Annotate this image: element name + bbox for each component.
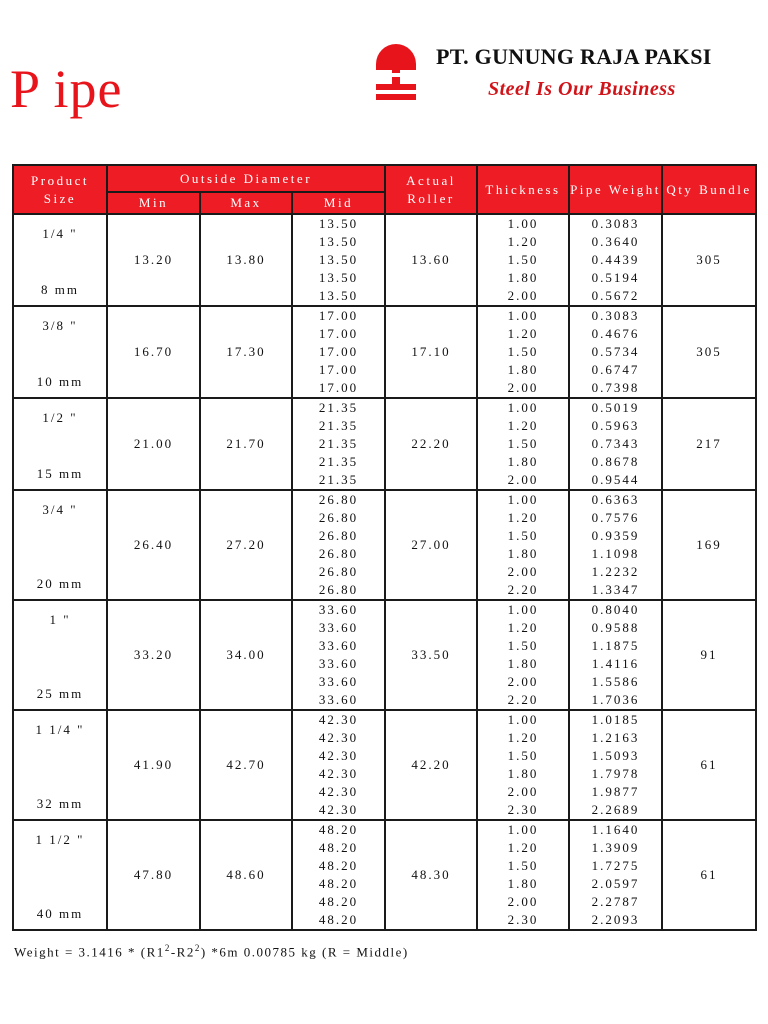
mid-cell-value: 33.60	[318, 692, 359, 707]
qty-bundle-cell: 61	[662, 820, 756, 930]
thickness-cell-value: 2.00	[507, 380, 539, 395]
thickness-cell-value: 1.50	[507, 344, 539, 359]
thickness-cell-value: 2.20	[507, 692, 539, 707]
thickness-cell-value: 1.20	[507, 840, 539, 855]
thickness-cell-value: 1.80	[507, 656, 539, 671]
pipe-weight-cell-value: 0.6363	[591, 492, 640, 507]
thickness-cell-value: 1.80	[507, 454, 539, 469]
max-cell: 13.80	[200, 214, 292, 306]
pipe-weight-cell-value: 1.2163	[591, 730, 640, 745]
pipe-weight-cell-value: 1.7036	[591, 692, 640, 707]
min-cell: 41.90	[107, 710, 200, 820]
mid-cell-value: 26.80	[318, 528, 359, 543]
size-inch: 3/4 "	[42, 502, 78, 517]
mid-cell-value: 48.20	[318, 876, 359, 891]
thickness-cell	[477, 398, 569, 490]
qty-bundle-cell: 305	[662, 306, 756, 398]
mid-cell-value: 21.35	[318, 400, 359, 415]
mid-cell-value: 48.20	[318, 858, 359, 873]
pipe-weight-cell-value: 1.7978	[591, 766, 640, 781]
pipe-weight-cell-value: 0.7576	[591, 510, 640, 525]
table-row	[13, 306, 756, 398]
mid-cell-value: 26.80	[318, 564, 359, 579]
qty-bundle-cell: 305	[662, 214, 756, 306]
pipe-weight-cell-value: 0.4439	[591, 252, 640, 267]
thickness-cell-value: 1.00	[507, 308, 539, 323]
mid-cell	[292, 600, 385, 710]
table-row	[13, 490, 756, 600]
mid-cell-value: 17.00	[318, 362, 359, 377]
mid-cell-value: 33.60	[318, 638, 359, 653]
pipe-spec-table	[12, 164, 757, 931]
size-mm: 8 mm	[41, 282, 79, 297]
mid-cell-value: 13.50	[318, 288, 359, 303]
table-row	[13, 214, 756, 306]
thickness-cell-value: 2.30	[507, 912, 539, 927]
actual-roller-cell: 33.50	[385, 600, 477, 710]
pipe-weight-cell-value: 0.5019	[591, 400, 640, 415]
mid-cell-value: 13.50	[318, 216, 359, 231]
header-thickness: Thickness	[477, 165, 569, 214]
product-size-cell	[13, 490, 107, 600]
pipe-weight-cell-value: 1.7275	[591, 858, 640, 873]
thickness-cell-value: 1.50	[507, 748, 539, 763]
thickness-cell-value: 1.80	[507, 766, 539, 781]
pipe-weight-cell-value: 0.3083	[591, 308, 640, 323]
mid-cell-value: 21.35	[318, 472, 359, 487]
thickness-cell-value: 2.30	[507, 802, 539, 817]
pipe-weight-cell-value: 2.0597	[591, 876, 640, 891]
pipe-weight-cell-value: 2.2689	[591, 802, 640, 817]
pipe-weight-cell-value: 0.9359	[591, 528, 640, 543]
qty-bundle-cell: 61	[662, 710, 756, 820]
thickness-cell-value: 1.00	[507, 602, 539, 617]
thickness-cell-value: 2.00	[507, 784, 539, 799]
actual-roller-cell: 48.30	[385, 820, 477, 930]
mid-cell-value: 33.60	[318, 602, 359, 617]
thickness-cell-value: 1.00	[507, 216, 539, 231]
pipe-weight-cell-value: 0.5963	[591, 418, 640, 433]
thickness-cell-value: 1.00	[507, 492, 539, 507]
max-cell: 48.60	[200, 820, 292, 930]
mid-cell	[292, 820, 385, 930]
mid-cell-value: 42.30	[318, 730, 359, 745]
thickness-cell-value: 1.50	[507, 858, 539, 873]
mid-cell	[292, 710, 385, 820]
pipe-weight-cell-value: 1.2232	[591, 564, 640, 579]
header-outside-diameter: Outside Diameter	[107, 165, 385, 192]
thickness-cell-value: 2.00	[507, 472, 539, 487]
thickness-cell-value: 1.20	[507, 234, 539, 249]
pipe-weight-cell	[569, 490, 662, 600]
thickness-cell-value: 2.00	[507, 288, 539, 303]
mid-cell	[292, 490, 385, 600]
max-cell: 27.20	[200, 490, 292, 600]
mid-cell-value: 42.30	[318, 766, 359, 781]
mid-cell-value: 21.35	[318, 454, 359, 469]
min-cell: 33.20	[107, 600, 200, 710]
pipe-weight-cell-value: 0.5734	[591, 344, 640, 359]
thickness-cell-value: 1.00	[507, 822, 539, 837]
mid-cell-value: 17.00	[318, 380, 359, 395]
actual-roller-cell: 42.20	[385, 710, 477, 820]
size-mm: 40 mm	[36, 906, 84, 921]
qty-bundle-cell: 91	[662, 600, 756, 710]
thickness-cell	[477, 306, 569, 398]
mid-cell-value: 48.20	[318, 840, 359, 855]
thickness-cell-value: 2.00	[507, 674, 539, 689]
actual-roller-cell: 17.10	[385, 306, 477, 398]
mid-cell-value: 13.50	[318, 270, 359, 285]
pipe-weight-cell-value: 0.5194	[591, 270, 640, 285]
pipe-weight-cell	[569, 398, 662, 490]
thickness-cell-value: 1.20	[507, 620, 539, 635]
pipe-weight-cell-value: 1.5093	[591, 748, 640, 763]
pipe-weight-cell-value: 1.9877	[591, 784, 640, 799]
header-mid: Mid	[292, 192, 385, 214]
pipe-weight-cell-value: 0.3083	[591, 216, 640, 231]
mid-cell-value: 48.20	[318, 894, 359, 909]
mid-cell	[292, 214, 385, 306]
mid-cell-value: 17.00	[318, 308, 359, 323]
pipe-weight-cell-value: 1.0185	[591, 712, 640, 727]
min-cell: 26.40	[107, 490, 200, 600]
pipe-weight-cell-value: 0.6747	[591, 362, 640, 377]
table-row	[13, 820, 756, 930]
size-mm: 32 mm	[36, 796, 84, 811]
thickness-cell-value: 1.50	[507, 528, 539, 543]
header-product-size: Product Size	[13, 165, 107, 214]
size-mm: 20 mm	[36, 576, 84, 591]
max-cell: 34.00	[200, 600, 292, 710]
mid-cell-value: 17.00	[318, 344, 359, 359]
size-inch: 1 1/2 "	[35, 832, 85, 847]
size-mm: 10 mm	[36, 374, 84, 389]
pipe-weight-cell-value: 0.8678	[591, 454, 640, 469]
pipe-weight-cell	[569, 820, 662, 930]
mid-cell-value: 33.60	[318, 620, 359, 635]
thickness-cell	[477, 600, 569, 710]
size-mm: 25 mm	[36, 686, 84, 701]
min-cell: 21.00	[107, 398, 200, 490]
pipe-weight-cell	[569, 214, 662, 306]
thickness-cell-value: 1.80	[507, 876, 539, 891]
pipe-weight-cell-value: 0.4676	[591, 326, 640, 341]
table-row	[13, 600, 756, 710]
mid-cell-value: 21.35	[318, 436, 359, 451]
thickness-cell	[477, 214, 569, 306]
header-qty-bundle: Qty Bundle	[662, 165, 756, 214]
max-cell: 17.30	[200, 306, 292, 398]
thickness-cell-value: 1.50	[507, 436, 539, 451]
pipe-weight-cell-value: 2.2093	[591, 912, 640, 927]
mid-cell-value: 26.80	[318, 546, 359, 561]
mid-cell-value: 26.80	[318, 492, 359, 507]
pipe-weight-cell-value: 0.9588	[591, 620, 640, 635]
mid-cell-value: 21.35	[318, 418, 359, 433]
thickness-cell-value: 2.00	[507, 894, 539, 909]
mid-cell-value: 13.50	[318, 252, 359, 267]
max-cell: 42.70	[200, 710, 292, 820]
mid-cell	[292, 398, 385, 490]
table-row	[13, 398, 756, 490]
grp-logo-icon	[373, 40, 419, 106]
size-inch: 3/8 "	[42, 318, 78, 333]
pipe-weight-cell-value: 1.1875	[591, 638, 640, 653]
thickness-cell-value: 1.80	[507, 270, 539, 285]
product-size-cell	[13, 306, 107, 398]
thickness-cell-value: 1.80	[507, 546, 539, 561]
header-actual-roller: Actual Roller	[385, 165, 477, 214]
thickness-cell-value: 1.00	[507, 712, 539, 727]
product-size-cell	[13, 214, 107, 306]
thickness-cell	[477, 710, 569, 820]
page-title: P ipe	[10, 59, 123, 119]
thickness-cell-value: 1.20	[507, 510, 539, 525]
mid-cell-value: 33.60	[318, 656, 359, 671]
mid-cell-value: 42.30	[318, 784, 359, 799]
actual-roller-cell: 27.00	[385, 490, 477, 600]
mid-cell-value: 48.20	[318, 822, 359, 837]
pipe-weight-cell-value: 1.3347	[591, 582, 640, 597]
size-inch: 1/2 "	[42, 410, 78, 425]
mid-cell-value: 33.60	[318, 674, 359, 689]
header-min: Min	[107, 192, 200, 214]
pipe-weight-cell-value: 1.3909	[591, 840, 640, 855]
pipe-weight-cell-value: 1.1640	[591, 822, 640, 837]
thickness-cell	[477, 490, 569, 600]
thickness-cell-value: 2.20	[507, 582, 539, 597]
mid-cell-value: 13.50	[318, 234, 359, 249]
size-inch: 1 1/4 "	[35, 722, 85, 737]
min-cell: 13.20	[107, 214, 200, 306]
pipe-weight-cell	[569, 710, 662, 820]
pipe-weight-cell-value: 0.9544	[591, 472, 640, 487]
company-name: PT. GUNUNG RAJA PAKSI	[436, 44, 712, 69]
thickness-cell-value: 1.00	[507, 400, 539, 415]
mid-cell-value: 17.00	[318, 326, 359, 341]
thickness-cell-value: 2.00	[507, 564, 539, 579]
mid-cell-value: 26.80	[318, 582, 359, 597]
pipe-weight-cell-value: 1.5586	[591, 674, 640, 689]
max-cell: 21.70	[200, 398, 292, 490]
thickness-cell-value: 1.50	[507, 252, 539, 267]
actual-roller-cell: 22.20	[385, 398, 477, 490]
pipe-weight-cell-value: 0.3640	[591, 234, 640, 249]
mid-cell-value: 26.80	[318, 510, 359, 525]
thickness-cell-value: 1.80	[507, 362, 539, 377]
size-mm: 15 mm	[36, 466, 84, 481]
pipe-weight-cell-value: 0.5672	[591, 288, 640, 303]
qty-bundle-cell: 217	[662, 398, 756, 490]
pipe-weight-cell-value: 0.8040	[591, 602, 640, 617]
size-inch: 1 "	[49, 612, 71, 627]
pipe-weight-cell-value: 1.4116	[591, 656, 640, 671]
mid-cell-value: 42.30	[318, 712, 359, 727]
company-slogan: Steel Is Our Business	[488, 78, 676, 100]
pipe-weight-cell	[569, 306, 662, 398]
thickness-cell-value: 1.20	[507, 418, 539, 433]
pipe-weight-cell-value: 0.7343	[591, 436, 640, 451]
thickness-cell-value: 1.20	[507, 730, 539, 745]
size-inch: 1/4 "	[42, 226, 78, 241]
mid-cell	[292, 306, 385, 398]
header-max: Max	[200, 192, 292, 214]
pipe-weight-cell-value: 2.2787	[591, 894, 640, 909]
thickness-cell-value: 1.20	[507, 326, 539, 341]
weight-formula: Weight = $3.1416 * (R1^2-R2^2)$ *6m 0.00785 kg (R = Middle)	[14, 943, 409, 960]
thickness-cell	[477, 820, 569, 930]
table-row	[13, 710, 756, 820]
mid-cell-value: 42.30	[318, 748, 359, 763]
product-size-cell	[13, 820, 107, 930]
product-size-cell	[13, 710, 107, 820]
qty-bundle-cell: 169	[662, 490, 756, 600]
pipe-weight-cell-value: 0.7398	[591, 380, 640, 395]
min-cell: 47.80	[107, 820, 200, 930]
pipe-weight-cell-value: 1.1098	[591, 546, 640, 561]
product-size-cell	[13, 398, 107, 490]
mid-cell-value: 48.20	[318, 912, 359, 927]
product-size-cell	[13, 600, 107, 710]
mid-cell-value: 42.30	[318, 802, 359, 817]
pipe-weight-cell	[569, 600, 662, 710]
header-pipe-weight: Pipe Weight	[569, 165, 662, 214]
thickness-cell-value: 1.50	[507, 638, 539, 653]
min-cell: 16.70	[107, 306, 200, 398]
actual-roller-cell: 13.60	[385, 214, 477, 306]
